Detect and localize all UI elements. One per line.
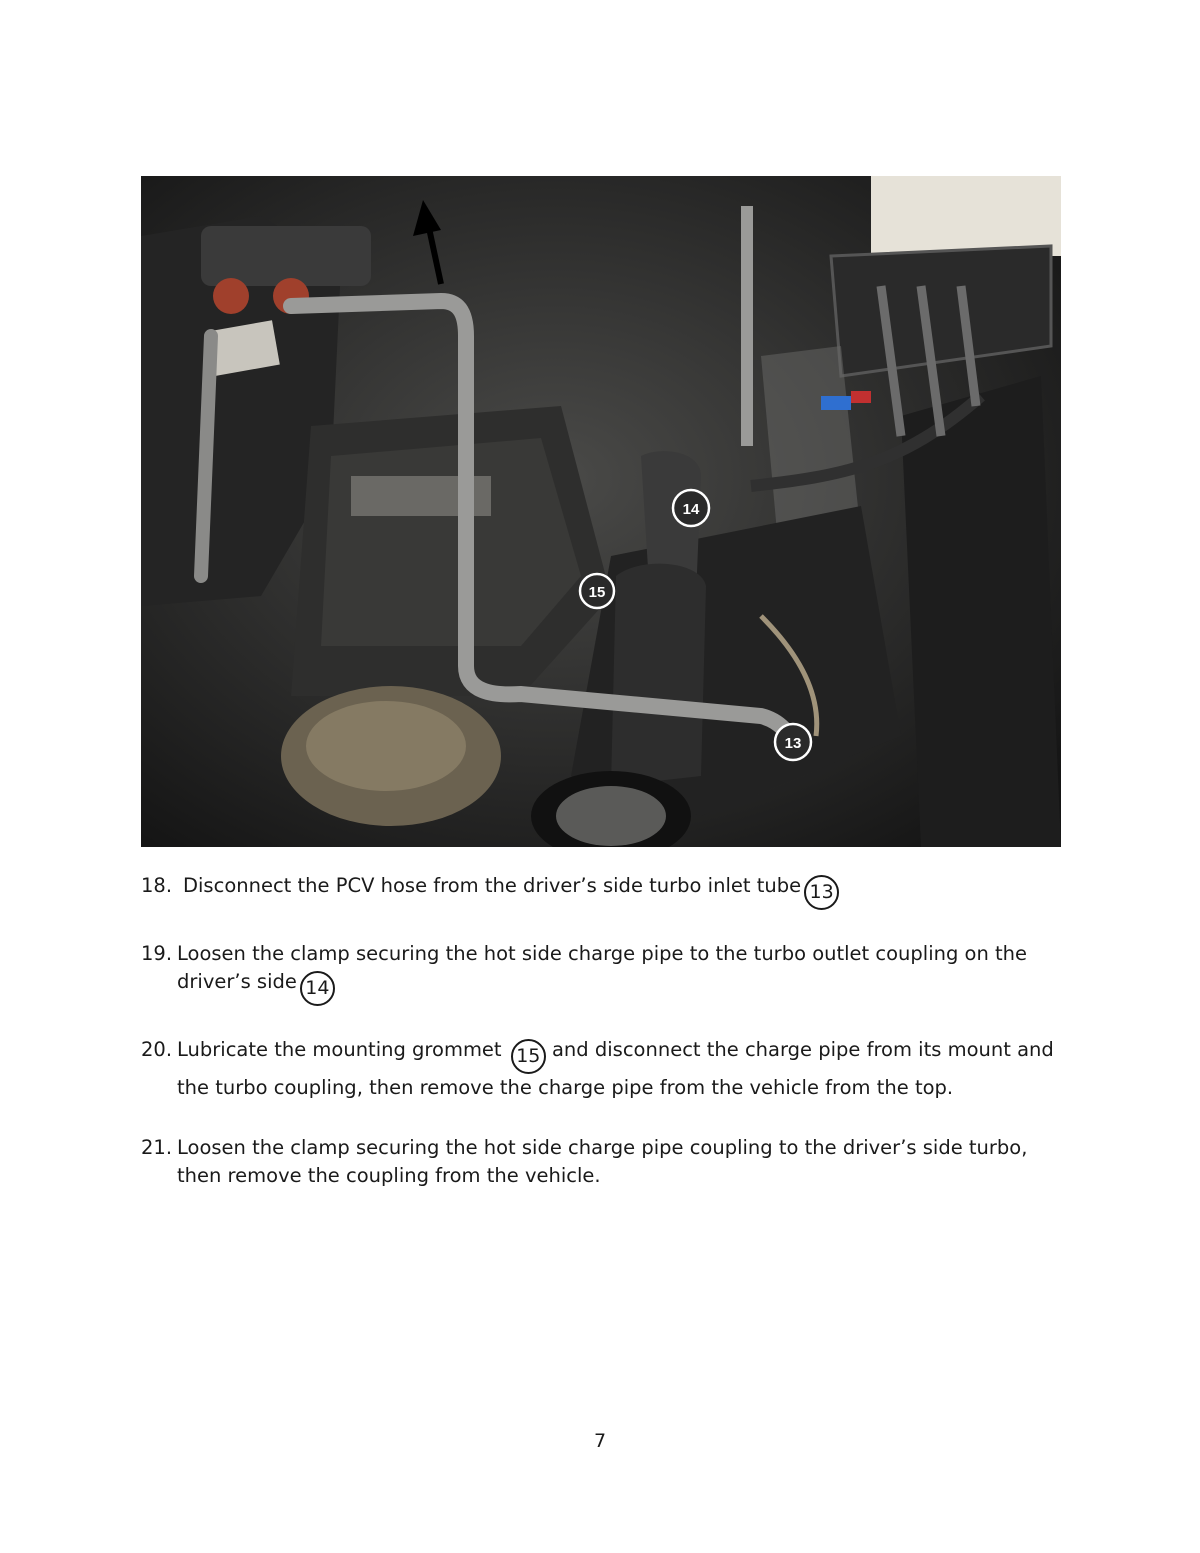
step-number: 19. <box>141 942 173 965</box>
instruction-steps <box>141 872 1071 1190</box>
step-number: 20. <box>141 1038 173 1061</box>
callout-ref-15: 15 <box>511 1039 546 1074</box>
step-text-continued: and disconnect the charge pipe from its mount and the turbo coupling, then remove the charge pipe from the vehicle from the top. <box>177 1038 1054 1099</box>
callout-label-14: 14 <box>682 501 700 518</box>
engine-bay-illustration <box>141 176 1061 847</box>
callout-ref-13: 13 <box>804 875 839 910</box>
callout-13 <box>775 724 811 760</box>
step-18 <box>141 872 1071 910</box>
step-21 <box>141 1134 1071 1190</box>
step-text: Lubricate the mounting grommet <box>177 1038 502 1061</box>
step-19 <box>141 940 1071 1006</box>
callout-15 <box>580 574 614 608</box>
page-number: 7 <box>593 1430 607 1452</box>
callout-label-13: 13 <box>784 735 802 752</box>
callout-14 <box>673 490 709 526</box>
step-text: Disconnect the PCV hose from the driver’s side turbo inlet tube <box>183 874 802 897</box>
step-20 <box>141 1036 1071 1102</box>
step-text: Loosen the clamp securing the hot side charge pipe to the turbo outlet coupling on the driver’s side <box>177 942 1028 993</box>
step-text: Loosen the clamp securing the hot side charge pipe coupling to the driver’s side turbo, then remove the coupling from the vehicle. <box>177 1136 1028 1187</box>
callout-ref-14: 14 <box>300 971 335 1006</box>
engine-bay-photo <box>141 176 1061 847</box>
step-number: 21. <box>141 1136 173 1159</box>
callout-label-15: 15 <box>588 584 606 601</box>
step-number: 18. <box>141 874 173 897</box>
